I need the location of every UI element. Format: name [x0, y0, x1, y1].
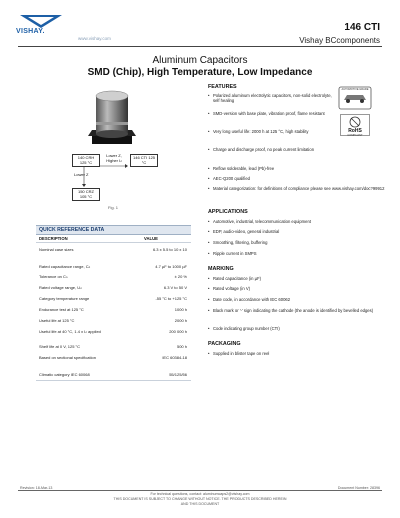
rohs-label: RoHS	[348, 128, 362, 134]
quick-ref-col-description: DESCRIPTION	[39, 236, 68, 241]
arrow-right-icon	[100, 164, 128, 168]
quick-ref-bottom-divider	[36, 380, 191, 381]
box-140-crh: 140 CRH 125 °C	[72, 154, 100, 167]
company-name: Vishay BCcomponents	[299, 36, 380, 45]
marking-heading: MARKING	[208, 266, 234, 272]
brand-name: VISHAY.	[16, 28, 45, 35]
automotive-grade-label: AUTOMOTIVE GRADE	[341, 88, 369, 91]
applications-heading: APPLICATIONS	[208, 209, 248, 215]
list-item: • SMD-version with base plate, vibration proof, flame resistant	[208, 111, 325, 116]
arrow-down-label: Lower Z	[74, 172, 89, 177]
list-item: • Very long useful life: 2000 h at 125 °C, high stability	[208, 129, 309, 134]
arrow-right-label: Lower Z, Higher Iₙ	[106, 153, 122, 163]
box-150-crz: 150 CRZ 105 °C	[72, 188, 100, 201]
footer-contact-line[interactable]: For technical questions, contact: aluminumcaps2@vishay.com	[150, 492, 250, 496]
quick-ref-col-value: VALUE	[144, 236, 158, 241]
footer-disclaimer: THIS DOCUMENT IS SUBJECT TO CHANGE WITHOUT NOTICE. THE PRODUCTS DESCRIBED HEREIN AND THIS DOCUMENT	[113, 497, 287, 506]
rohs-sub-label: COMPLIANT	[347, 134, 363, 137]
doc-subtitle: SMD (Chip), High Temperature, Low Impedance	[87, 67, 313, 78]
website-link[interactable]: www.vishay.com	[78, 36, 111, 41]
footer-divider	[18, 490, 382, 491]
quick-ref-divider	[36, 242, 191, 243]
features-heading: FEATURES	[208, 84, 237, 90]
header-divider	[18, 46, 382, 47]
footer-revision: Revision: 18-Mar-13	[20, 486, 53, 490]
doc-title: Aluminum Capacitors	[152, 55, 248, 66]
figure-caption: Fig. 1	[108, 205, 119, 210]
footer-contact	[110, 492, 290, 507]
vishay-logo-icon	[18, 14, 64, 40]
capacitor-image	[84, 86, 140, 148]
footer-doc-number: Document Number: 28396	[337, 486, 380, 490]
product-relation-diagram	[70, 152, 160, 208]
box-146-cti: 146 CTI 125 °C	[130, 154, 158, 167]
packaging-heading: PACKAGING	[208, 341, 241, 347]
part-number: 146 CTI	[344, 22, 380, 33]
list-item: • Polarized aluminum electrolytic capacitors, non-solid electrolyte, self healing	[208, 93, 332, 104]
quick-ref-title: QUICK REFERENCE DATA	[39, 226, 105, 233]
